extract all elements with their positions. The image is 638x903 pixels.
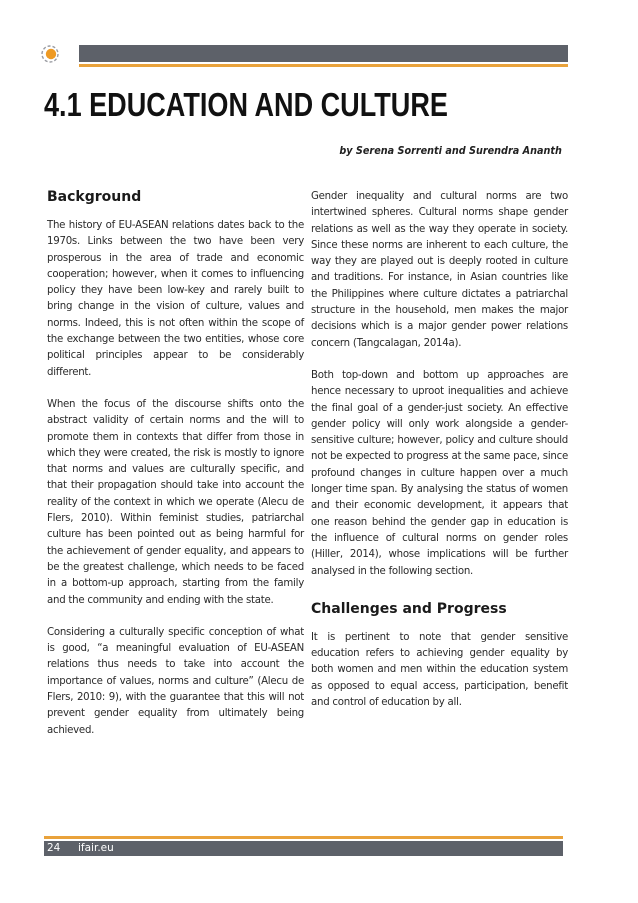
byline: by Serena Sorrenti and Surendra Ananth <box>339 145 562 157</box>
header-accent-line <box>79 64 568 67</box>
paragraph: It is pertinent to note that gender sensitive education refers to achieving gender equality by both women and men within the education system as opposed to equal access, participation, benefit and control of education by all. <box>311 631 568 709</box>
left-column <box>47 188 304 755</box>
paragraph: Both top-down and bottom up approaches are hence necessary to uproot inequalities and achieve the final goal of a gender-just society. An effective gender policy will only work alongside a gender-sensitive culture; however, policy and culture should not be expected to progress at the same pace, since profound changes in culture happen over a much longer time span. By analysing the status of women and their economic development, it appears that one reason behind the gender gap in education is the influence of cultural norms on gender roles (Hiller, 2014), whose implications will be further analysed in the following section. <box>311 369 568 577</box>
section-heading-challenges: Challenges and Progress <box>311 600 507 617</box>
page-number: 24 <box>47 842 61 854</box>
right-column <box>311 189 568 727</box>
footer-bar <box>44 841 563 856</box>
footer-accent-line <box>44 836 563 839</box>
paragraph: The history of EU-ASEAN relations dates back to the 1970s. Links between the two have been very prosperous in the area of trade and economic cooperation; however, when it comes to influencing policy they have been low-key and rarely built to bring change in the vision of culture, values and norms. Indeed, this is not often within the scope of the exchange between the two entities, whose core political principles appear to be considerably different. <box>47 220 304 378</box>
paragraph: When the focus of the discourse shifts onto the abstract validity of certain norms and the will to promote them in contexts that differ from those in which they were created, the risk is mostly to ignore that norms and values are culturally specific, and that their propagation should take into account the reality of the context in which we operate (Alecu de Flers, 2010). Within feminist studies, patriarchal culture has been pointed out as being harmful for the achievement of gender equality, and appears to be the greatest challenge, which needs to be faced in a bottom-up approach, starting from the family and the community and ending with the state. <box>47 398 304 606</box>
paragraph: Gender inequality and cultural norms are two intertwined spheres. Cultural norms shape gender relations as well as the way they operate in society. Since these norms are inherent to each culture, the way they are played out is deeply rooted in culture and traditions. For instance, in Asian countries like the Philippines where culture dictates a patriarchal structure in the household, men makes the major decisions which is a major gender power relations concern (Tangcalagan, 2014a). <box>311 191 568 349</box>
header-bar <box>79 45 568 62</box>
footer-site-link[interactable]: ifair.eu <box>78 842 114 854</box>
paragraph: Considering a culturally specific conception of what is good, “a meaningful evaluation of EU-ASEAN relations thus needs to take into account the importance of values, norms and culture” (Alecu de Flers, 2010: 9), with the guarantee that this will not prevent gender equality from ultimately being achieved. <box>47 626 304 736</box>
globe-logo-icon <box>40 44 60 64</box>
section-heading-background: Background <box>47 189 142 205</box>
page-title: 4.1 EDUCATION AND CULTURE <box>44 86 448 123</box>
